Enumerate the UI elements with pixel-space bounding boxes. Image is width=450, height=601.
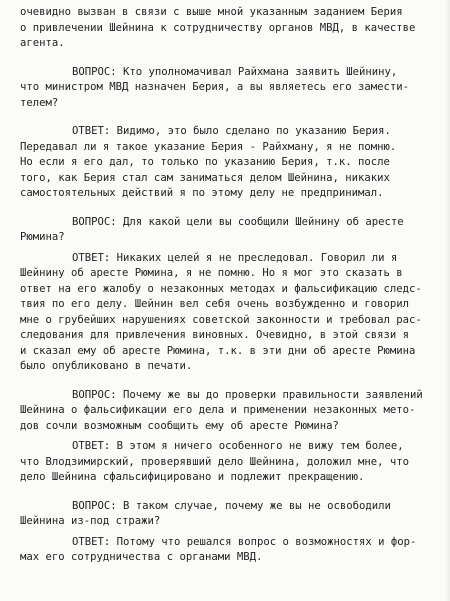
text-line: телем? xyxy=(20,96,59,109)
text-line: Шейнина о фальсификации его дела и применении незаконных мето- xyxy=(20,404,416,416)
text-line: было опубликовано в печати. xyxy=(20,360,193,372)
text-line: очевидно вызван в связи с выше мной указанным заданием Берия xyxy=(20,6,403,18)
text-line: и сказал ему об аресте Рюмина, т.к. в эти дни об аресте Рюмина xyxy=(20,344,416,357)
text-line: того, как Берия стал сам заниматься делом Шейнина, никаких xyxy=(20,171,390,184)
text-line: Шейнина из-под стражи? xyxy=(20,515,161,527)
text-line: самостоятельных действий я по этому делу не предпринимал. xyxy=(20,187,384,199)
answer-line: ОТВЕТ: Потому что решался вопрос о возможностях и фор- xyxy=(72,535,417,548)
text-line: о привлечении Шейнина к сотрудничеству органов МВД, в качестве xyxy=(20,21,416,34)
text-line: твия по его делу. Шейнин вел себя очень возбужденно и говорил xyxy=(20,298,410,310)
text-line: что министром МВД назначен Берия, а вы являетесь его замести- xyxy=(20,81,410,93)
text-line: Шейнину об аресте Рюмина, я не помню. Но я мог это сказать в xyxy=(20,267,403,279)
text-line: следования для привлечения виновных. Очевидно, в этой связи я xyxy=(20,329,410,341)
answer-line: ОТВЕТ: В этом я ничего особенного не вижу тем более, xyxy=(72,440,404,452)
text-line: мне о грубейших нарушениях советской законности и требовал рас- xyxy=(20,313,422,326)
answer-line: ОТВЕТ: Никаких целей я не преследовал. Говорил ли я xyxy=(72,251,398,264)
question-line: ВОПРОС: Кто уполномачивал Райхмана заявить Шейнину, xyxy=(72,65,398,78)
text-line: Рюмина? xyxy=(20,231,65,243)
question-line: ВОПРОС: Для какой цели вы сообщили Шейнину об аресте xyxy=(72,215,404,228)
answer-line: ОТВЕТ: Видимо, это было сделано по указанию Берия. xyxy=(72,125,391,137)
question-line: ВОПРОС: Почему же вы до проверки правильности заявлений xyxy=(72,388,423,401)
text-line: ответ на его жалобу о незаконных методах и фальсификацию следс- xyxy=(20,282,422,295)
text-line: Передавал ли я такое указание Берия - Райхману, я не помню. xyxy=(20,140,397,153)
text-line: что Влодзимирский, проверявший дело Шейнина, доложил мне, что xyxy=(20,455,410,468)
text-line: агента. xyxy=(20,37,65,49)
text-line: дов сочли возможным сообщить ему об аресте Рюмина? xyxy=(20,419,339,432)
question-line: ВОПРОС: В таком случае, почему же вы не освободили xyxy=(72,499,391,512)
text-line: дело Шейнина сфальсифицировано и подлежит прекращению. xyxy=(20,471,365,483)
text-line: мах его сотрудничества с органами МВД. xyxy=(20,551,263,563)
text-line: Но если я его дал, то только по указанию Берия, т.к. после xyxy=(20,156,390,168)
page-edge-shadow xyxy=(444,0,450,601)
